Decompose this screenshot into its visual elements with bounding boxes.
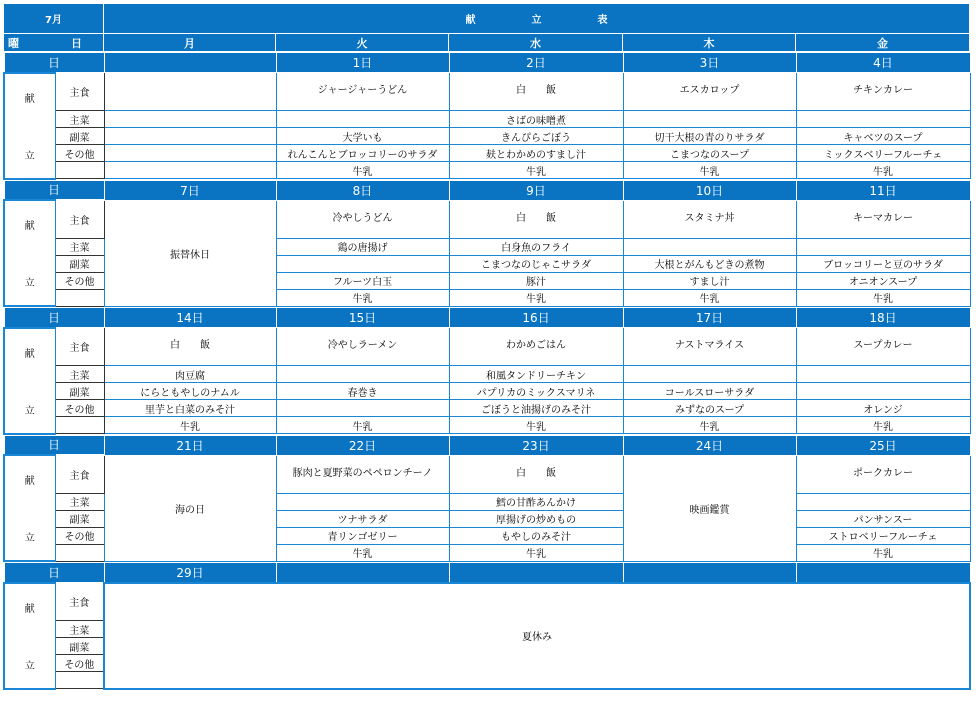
dish-cell: 春巻き xyxy=(276,383,449,400)
dish-cell: 大学いも xyxy=(276,128,449,145)
dish-cell: 鱈の甘酢あんかけ xyxy=(449,493,623,510)
category-label: 主菜 xyxy=(55,493,104,510)
dish-cell xyxy=(796,111,970,128)
dish-cell xyxy=(796,238,970,255)
week-block xyxy=(3,435,971,563)
dish-cell: パンサンスー xyxy=(796,510,970,527)
day-number: 15日 xyxy=(276,308,449,328)
dish-cell: 白 飯 xyxy=(449,200,623,238)
day-number: 4日 xyxy=(796,53,970,73)
dish-cell: 牛乳 xyxy=(449,417,623,434)
holiday-label: 振替休日 xyxy=(104,200,276,306)
day-number: 2日 xyxy=(449,53,623,73)
dish-cell: ナストマライス xyxy=(623,328,796,366)
page-title xyxy=(104,4,970,34)
holiday-label: 海の日 xyxy=(104,455,276,561)
day-number: 16日 xyxy=(449,308,623,328)
day-number: 1日 xyxy=(276,53,449,73)
dish-cell: 牛乳 xyxy=(623,289,796,306)
day-row-label: 日 xyxy=(4,180,104,200)
menu-row-side xyxy=(4,383,970,400)
weekday-thu: 木 xyxy=(623,34,796,52)
day-number: 23日 xyxy=(449,435,623,455)
dish-cell xyxy=(796,493,970,510)
weekday-mon: 月 xyxy=(104,34,276,52)
category-label xyxy=(55,672,104,689)
dish-cell: きんぴらごぼう xyxy=(449,128,623,145)
title-char-1: 献 xyxy=(465,15,476,26)
menu-row-milk xyxy=(4,162,970,179)
dish-cell: 牛乳 xyxy=(449,162,623,179)
category-label: 主菜 xyxy=(55,238,104,255)
day-number-row xyxy=(4,308,970,328)
dish-cell: ジャージャーうどん xyxy=(276,73,449,111)
category-label: その他 xyxy=(55,655,104,672)
category-label xyxy=(55,289,104,306)
day-number: 9日 xyxy=(449,180,623,200)
week-block xyxy=(3,307,971,435)
weekday-corner-label-left: 曜 xyxy=(8,36,19,50)
category-label: 主食 xyxy=(55,328,104,366)
category-label: 副菜 xyxy=(55,510,104,527)
dish-cell: 冷やしラーメン xyxy=(276,328,449,366)
menu-sheet xyxy=(3,3,971,690)
day-row-label: 日 xyxy=(4,308,104,328)
dish-cell: 鶏の唐揚げ xyxy=(276,238,449,255)
day-number xyxy=(796,563,970,583)
dish-cell: 肉豆腐 xyxy=(104,366,276,383)
dish-cell: 牛乳 xyxy=(276,162,449,179)
dish-cell xyxy=(276,400,449,417)
title-char-3: 表 xyxy=(597,15,608,26)
day-number xyxy=(104,53,276,73)
menu-row-main xyxy=(4,366,970,383)
day-number: 18日 xyxy=(796,308,970,328)
category-label: その他 xyxy=(55,145,104,162)
kondate-char-1: 献 xyxy=(24,603,35,615)
dish-cell: 切干大根の青のりサラダ xyxy=(623,128,796,145)
dish-cell: コールスローサラダ xyxy=(623,383,796,400)
category-label: 副菜 xyxy=(55,128,104,145)
dish-cell: すまし汁 xyxy=(623,272,796,289)
category-label xyxy=(55,544,104,561)
dish-cell xyxy=(623,111,796,128)
day-number xyxy=(449,563,623,583)
dish-cell xyxy=(104,128,276,145)
day-number-row xyxy=(4,53,970,73)
category-label: 副菜 xyxy=(55,255,104,272)
kondate-char-1: 献 xyxy=(24,93,35,105)
dish-cell: みずなのスープ xyxy=(623,400,796,417)
weekday-wed: 水 xyxy=(449,34,623,52)
weekday-header-row xyxy=(4,34,970,52)
menu-table xyxy=(3,3,970,52)
dish-cell: 牛乳 xyxy=(623,162,796,179)
dish-cell xyxy=(623,366,796,383)
dish-cell: わかめごはん xyxy=(449,328,623,366)
dish-cell xyxy=(104,162,276,179)
dish-cell: こまつなのスープ xyxy=(623,145,796,162)
dish-cell: 厚揚げの炒めもの xyxy=(449,510,623,527)
menu-row-milk xyxy=(4,417,970,434)
dish-cell: 冷やしうどん xyxy=(276,200,449,238)
dish-cell: チキンカレー xyxy=(796,73,970,111)
dish-cell: 牛乳 xyxy=(276,417,449,434)
month-label: 7月 xyxy=(4,4,104,34)
day-number: 3日 xyxy=(623,53,796,73)
category-label: 主食 xyxy=(55,200,104,238)
menu-row-staple xyxy=(4,200,970,238)
dish-cell: ポークカレー xyxy=(796,455,970,493)
dish-cell xyxy=(796,383,970,400)
dish-cell xyxy=(276,493,449,510)
dish-cell: 牛乳 xyxy=(623,417,796,434)
kondate-char-1: 献 xyxy=(24,476,35,487)
dish-cell: 麸とわかめのすまし汁 xyxy=(449,145,623,162)
dish-cell xyxy=(276,111,449,128)
dish-cell: 里芋と白菜のみそ汁 xyxy=(104,400,276,417)
summer-vacation-label: 夏休み xyxy=(104,583,970,689)
dish-cell: ミックスベリーフルーチェ xyxy=(796,145,970,162)
dish-cell: 牛乳 xyxy=(449,544,623,561)
kondate-char-2: 立 xyxy=(24,150,35,162)
dish-cell: 牛乳 xyxy=(796,544,970,561)
dish-cell: 牛乳 xyxy=(104,417,276,434)
day-number xyxy=(623,563,796,583)
dish-cell: スタミナ丼 xyxy=(623,200,796,238)
dish-cell: エスカロップ xyxy=(623,73,796,111)
day-row-label: 日 xyxy=(4,563,104,583)
menu-row-staple xyxy=(4,583,970,621)
day-number: 21日 xyxy=(104,435,276,455)
kondate-char-2: 立 xyxy=(24,405,35,417)
weekday-tue: 火 xyxy=(276,34,449,52)
category-label: 主菜 xyxy=(55,111,104,128)
category-label xyxy=(55,162,104,179)
weekday-corner-cell xyxy=(4,34,104,52)
dish-cell: れんこんとブロッコリーのサラダ xyxy=(276,145,449,162)
kondate-char-2: 立 xyxy=(24,660,35,672)
week-block xyxy=(3,180,971,308)
menu-row-main xyxy=(4,111,970,128)
dish-cell: オニオンスープ xyxy=(796,272,970,289)
day-number: 17日 xyxy=(623,308,796,328)
dish-cell xyxy=(104,145,276,162)
weekday-corner-label-right: 日 xyxy=(71,36,82,50)
category-label: その他 xyxy=(55,527,104,544)
dish-cell: キャベツのスープ xyxy=(796,128,970,145)
category-label: 主菜 xyxy=(55,366,104,383)
day-number: 10日 xyxy=(623,180,796,200)
day-number-row xyxy=(4,435,970,455)
menu-row-other xyxy=(4,145,970,162)
category-label xyxy=(55,417,104,434)
dish-cell: ブロッコリーと豆のサラダ xyxy=(796,255,970,272)
dish-cell: 牛乳 xyxy=(796,417,970,434)
dish-cell: 和風タンドリーチキン xyxy=(449,366,623,383)
day-number: 7日 xyxy=(104,180,276,200)
kondate-char-1: 献 xyxy=(24,348,35,360)
category-label: 副菜 xyxy=(55,383,104,400)
dish-cell: ストロベリーフルーチェ xyxy=(796,527,970,544)
category-label: 副菜 xyxy=(55,638,104,655)
day-number: 29日 xyxy=(104,563,276,583)
week-block xyxy=(3,562,971,690)
menu-row-other xyxy=(4,400,970,417)
kondate-label xyxy=(4,73,55,179)
dish-cell xyxy=(104,111,276,128)
dish-cell: にらともやしのナムル xyxy=(104,383,276,400)
kondate-label xyxy=(4,455,55,561)
day-number xyxy=(276,563,449,583)
kondate-char-2: 立 xyxy=(24,278,35,289)
menu-row-side xyxy=(4,128,970,145)
dish-cell: 牛乳 xyxy=(796,162,970,179)
menu-row-staple xyxy=(4,328,970,366)
dish-cell xyxy=(796,366,970,383)
title-row xyxy=(4,4,970,34)
dish-cell: もやしのみそ汁 xyxy=(449,527,623,544)
dish-cell: 青リンゴゼリー xyxy=(276,527,449,544)
category-label: その他 xyxy=(55,272,104,289)
dish-cell: パプリカのミックスマリネ xyxy=(449,383,623,400)
dish-cell: 白 飯 xyxy=(104,328,276,366)
dish-cell: 白身魚のフライ xyxy=(449,238,623,255)
day-number: 25日 xyxy=(796,435,970,455)
category-label: 主食 xyxy=(55,583,104,621)
menu-row-staple xyxy=(4,73,970,111)
day-number: 24日 xyxy=(623,435,796,455)
category-label: 主菜 xyxy=(55,621,104,638)
day-number: 11日 xyxy=(796,180,970,200)
dish-cell xyxy=(623,238,796,255)
day-number-row xyxy=(4,180,970,200)
dish-cell xyxy=(276,366,449,383)
dish-cell xyxy=(104,73,276,111)
dish-cell: 牛乳 xyxy=(796,289,970,306)
dish-cell xyxy=(276,255,449,272)
dish-cell: 白 飯 xyxy=(449,455,623,493)
dish-cell: 豚肉と夏野菜のペペロンチーノ xyxy=(276,455,449,493)
day-number: 8日 xyxy=(276,180,449,200)
week-block xyxy=(3,52,971,180)
day-number: 14日 xyxy=(104,308,276,328)
kondate-label xyxy=(4,583,55,689)
menu-row-staple xyxy=(4,455,970,493)
dish-cell: 大根とがんもどきの煮物 xyxy=(623,255,796,272)
kondate-label xyxy=(4,328,55,434)
weeks-container xyxy=(3,52,971,690)
event-label: 映画鑑賞 xyxy=(623,455,796,561)
dish-cell: 牛乳 xyxy=(276,544,449,561)
dish-cell: オレンジ xyxy=(796,400,970,417)
day-row-label: 日 xyxy=(4,53,104,73)
dish-cell: 牛乳 xyxy=(449,289,623,306)
category-label: 主食 xyxy=(55,73,104,111)
dish-cell: 牛乳 xyxy=(276,289,449,306)
dish-cell: ごぼうと油揚げのみそ汁 xyxy=(449,400,623,417)
dish-cell: さばの味噌煮 xyxy=(449,111,623,128)
dish-cell: 白 飯 xyxy=(449,73,623,111)
dish-cell: 豚汁 xyxy=(449,272,623,289)
kondate-char-2: 立 xyxy=(24,533,35,544)
dish-cell: こまつなのじゃこサラダ xyxy=(449,255,623,272)
dish-cell: フルーツ白玉 xyxy=(276,272,449,289)
weekday-fri: 金 xyxy=(796,34,970,52)
title-char-2: 立 xyxy=(531,15,542,26)
category-label: その他 xyxy=(55,400,104,417)
dish-cell: キーマカレー xyxy=(796,200,970,238)
day-row-label: 日 xyxy=(4,435,104,455)
day-number: 22日 xyxy=(276,435,449,455)
dish-cell: ツナサラダ xyxy=(276,510,449,527)
category-label: 主食 xyxy=(55,455,104,493)
kondate-char-1: 献 xyxy=(24,221,35,232)
kondate-label xyxy=(4,200,55,306)
dish-cell: スープカレー xyxy=(796,328,970,366)
day-number-row xyxy=(4,563,970,583)
